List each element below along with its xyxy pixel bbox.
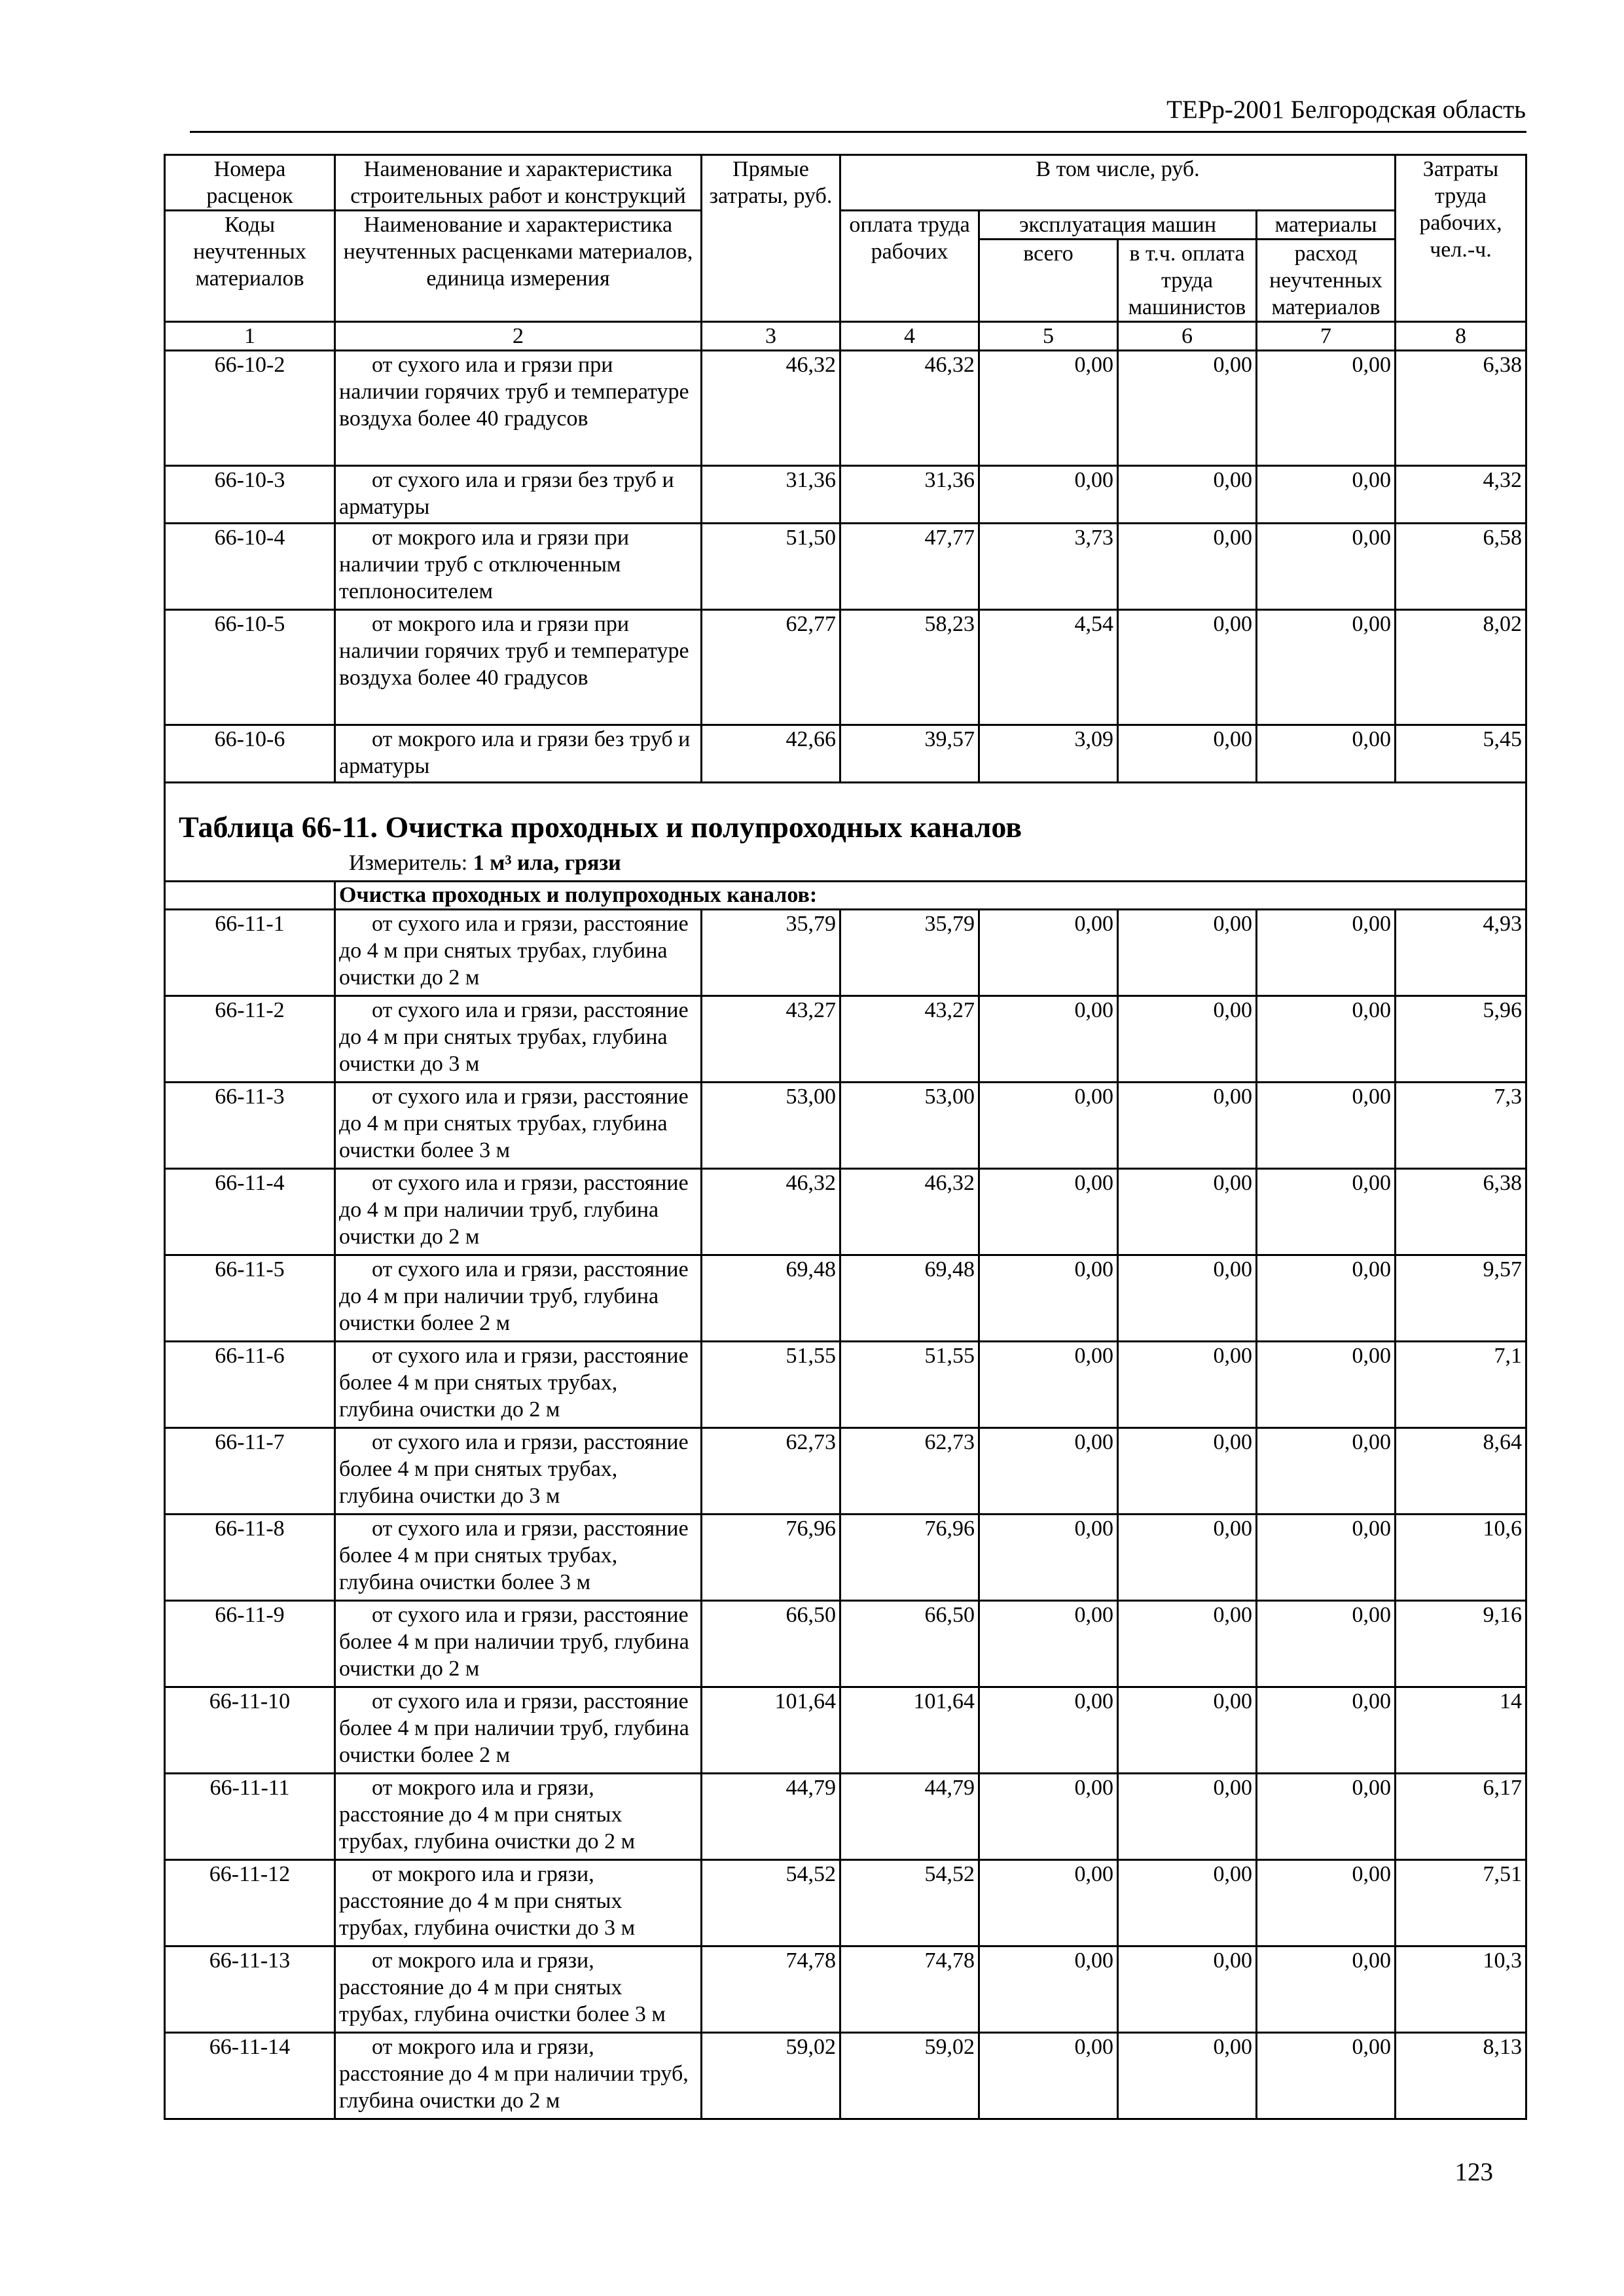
machines-total-value: 0,00: [979, 1946, 1118, 2033]
materials-value: 0,00: [1257, 1860, 1396, 1946]
machines-total-value: 0,00: [979, 1083, 1118, 1169]
col-header-rate-number: Номера расценок: [165, 155, 335, 211]
labor-costs-value: 6,58: [1396, 524, 1526, 610]
machines-total-value: 3,73: [979, 524, 1118, 610]
work-description: от сухого ила и грязи, расстояние более 4 м при снятых трубах, глубина очистки более 3 м: [335, 1515, 702, 1601]
machinist-pay-value: 0,00: [1118, 1774, 1257, 1860]
materials-value: 0,00: [1257, 1601, 1396, 1687]
col-header-machines: эксплуатация машин: [979, 211, 1257, 240]
materials-value: 0,00: [1257, 1428, 1396, 1515]
rate-code: 66-11-9: [165, 1601, 335, 1687]
table-row: [165, 2033, 1526, 2119]
labor-costs-value: 9,57: [1396, 1255, 1526, 1342]
machines-total-value: 0,00: [979, 466, 1118, 524]
machinist-pay-value: 0,00: [1118, 1860, 1257, 1946]
labor-costs-value: 4,32: [1396, 466, 1526, 524]
labor-costs-value: 6,38: [1396, 351, 1526, 466]
materials-value: 0,00: [1257, 1687, 1396, 1774]
rate-code: 66-11-3: [165, 1083, 335, 1169]
machines-total-value: 3,09: [979, 725, 1118, 783]
direct-costs-value: 43,27: [702, 996, 840, 1083]
machinist-pay-value: 0,00: [1118, 910, 1257, 996]
table-row: [165, 466, 1526, 524]
direct-costs-value: 42,66: [702, 725, 840, 783]
work-description: от сухого ила и грязи без труб и арматуры: [335, 466, 702, 524]
machines-total-value: 0,00: [979, 1515, 1118, 1601]
worker-pay-value: 46,32: [840, 351, 979, 466]
materials-value: 0,00: [1257, 1169, 1396, 1255]
direct-costs-value: 54,52: [702, 1860, 840, 1946]
col-number: 2: [335, 322, 702, 351]
materials-value: 0,00: [1257, 725, 1396, 783]
machinist-pay-value: 0,00: [1118, 466, 1257, 524]
direct-costs-value: 51,50: [702, 524, 840, 610]
direct-costs-value: 62,77: [702, 610, 840, 725]
machinist-pay-value: 0,00: [1118, 725, 1257, 783]
rate-code: 66-11-10: [165, 1687, 335, 1774]
table-row: [165, 725, 1526, 783]
materials-value: 0,00: [1257, 524, 1396, 610]
materials-value: 0,00: [1257, 610, 1396, 725]
direct-costs-value: 46,32: [702, 1169, 840, 1255]
col-header-materials: материалы: [1257, 211, 1396, 240]
machinist-pay-value: 0,00: [1118, 1169, 1257, 1255]
header-divider: [190, 131, 1526, 133]
materials-value: 0,00: [1257, 1255, 1396, 1342]
machines-total-value: 0,00: [979, 910, 1118, 996]
worker-pay-value: 53,00: [840, 1083, 979, 1169]
materials-value: 0,00: [1257, 1083, 1396, 1169]
unit-label: Измеритель:: [349, 851, 468, 875]
materials-value: 0,00: [1257, 2033, 1396, 2119]
section-title: Таблица 66-11. Очистка проходных и полупроходных каналов: [179, 810, 1022, 844]
machines-total-value: 0,00: [979, 1860, 1118, 1946]
machines-total-value: 0,00: [979, 996, 1118, 1083]
materials-value: 0,00: [1257, 351, 1396, 466]
table-row: [165, 1169, 1526, 1255]
table-row: [165, 1601, 1526, 1687]
section-header: [165, 783, 1526, 882]
col-header-including: В том числе, руб.: [840, 155, 1396, 211]
table-row: [165, 910, 1526, 996]
machinist-pay-value: 0,00: [1118, 610, 1257, 725]
materials-value: 0,00: [1257, 1946, 1396, 2033]
worker-pay-value: 101,64: [840, 1687, 979, 1774]
col-header-material-consumption: расход неучтенных материалов: [1257, 240, 1396, 322]
labor-costs-value: 9,16: [1396, 1601, 1526, 1687]
machinist-pay-value: 0,00: [1118, 2033, 1257, 2119]
worker-pay-value: 46,32: [840, 1169, 979, 1255]
col-number: 5: [979, 322, 1118, 351]
rate-code: 66-11-11: [165, 1774, 335, 1860]
table-row: [165, 1687, 1526, 1774]
labor-costs-value: 5,45: [1396, 725, 1526, 783]
worker-pay-value: 58,23: [840, 610, 979, 725]
rate-code: 66-11-12: [165, 1860, 335, 1946]
work-description: от мокрого ила и грязи, расстояние до 4 м при снятых трубах, глубина очистки более 3 м: [335, 1946, 702, 2033]
rates-table: [164, 154, 1527, 2120]
worker-pay-value: 69,48: [840, 1255, 979, 1342]
machines-total-value: 0,00: [979, 1342, 1118, 1428]
rate-code: 66-10-5: [165, 610, 335, 725]
worker-pay-value: 35,79: [840, 910, 979, 996]
machines-total-value: 4,54: [979, 610, 1118, 725]
direct-costs-value: 62,73: [702, 1428, 840, 1515]
worker-pay-value: 39,57: [840, 725, 979, 783]
col-header-material-codes: Коды неучтенных материалов: [165, 211, 335, 322]
col-header-direct-costs: Прямые затраты, руб.: [702, 155, 840, 322]
section-unit: [166, 850, 1525, 880]
work-description: от сухого ила и грязи при наличии горячих труб и температуре воздуха более 40 градусов: [335, 351, 702, 466]
table-row: [165, 1428, 1526, 1515]
labor-costs-value: 10,6: [1396, 1515, 1526, 1601]
col-header-machines-total: всего: [979, 240, 1118, 322]
rate-code: 66-10-4: [165, 524, 335, 610]
worker-pay-value: 51,55: [840, 1342, 979, 1428]
machinist-pay-value: 0,00: [1118, 1601, 1257, 1687]
work-description: от мокрого ила и грязи при наличии труб с отключенным теплоносителем: [335, 524, 702, 610]
worker-pay-value: 44,79: [840, 1774, 979, 1860]
rate-code: 66-11-8: [165, 1515, 335, 1601]
table-row: [165, 1774, 1526, 1860]
worker-pay-value: 59,02: [840, 2033, 979, 2119]
machines-total-value: 0,00: [979, 1601, 1118, 1687]
col-header-machinist-pay: в т.ч. оплата труда машинистов: [1118, 240, 1257, 322]
table-row: [165, 996, 1526, 1083]
labor-costs-value: 8,13: [1396, 2033, 1526, 2119]
machinist-pay-value: 0,00: [1118, 524, 1257, 610]
materials-value: 0,00: [1257, 466, 1396, 524]
labor-costs-value: 8,02: [1396, 610, 1526, 725]
work-description: от сухого ила и грязи, расстояние до 4 м при снятых трубах, глубина очистки до 2 м: [335, 910, 702, 996]
direct-costs-value: 44,79: [702, 1774, 840, 1860]
table-row: [165, 1946, 1526, 2033]
page-number: 123: [1454, 2158, 1493, 2186]
direct-costs-value: 76,96: [702, 1515, 840, 1601]
table-row: [165, 524, 1526, 610]
table-row: [165, 1342, 1526, 1428]
empty-cell: [165, 882, 335, 910]
machinist-pay-value: 0,00: [1118, 351, 1257, 466]
machines-total-value: 0,00: [979, 1687, 1118, 1774]
col-number: 1: [165, 322, 335, 351]
rate-code: 66-11-13: [165, 1946, 335, 2033]
materials-value: 0,00: [1257, 996, 1396, 1083]
work-description: от мокрого ила и грязи, расстояние до 4 м при наличии труб, глубина очистки до 2 м: [335, 2033, 702, 2119]
work-description: от мокрого ила и грязи, расстояние до 4 м при снятых трубах, глубина очистки до 2 м: [335, 1774, 702, 1860]
section-header-row: [165, 783, 1526, 882]
col-header-labor-costs: Затраты труда рабочих, чел.-ч.: [1396, 155, 1526, 322]
worker-pay-value: 76,96: [840, 1515, 979, 1601]
rate-code: 66-10-6: [165, 725, 335, 783]
work-description: от сухого ила и грязи, расстояние до 4 м при наличии труб, глубина очистки до 2 м: [335, 1169, 702, 1255]
work-description: от мокрого ила и грязи без труб и арматуры: [335, 725, 702, 783]
labor-costs-value: 8,64: [1396, 1428, 1526, 1515]
machinist-pay-value: 0,00: [1118, 1428, 1257, 1515]
direct-costs-value: 101,64: [702, 1687, 840, 1774]
direct-costs-value: 35,79: [702, 910, 840, 996]
labor-costs-value: 7,1: [1396, 1342, 1526, 1428]
worker-pay-value: 54,52: [840, 1860, 979, 1946]
machinist-pay-value: 0,00: [1118, 1946, 1257, 2033]
worker-pay-value: 31,36: [840, 466, 979, 524]
machinist-pay-value: 0,00: [1118, 1083, 1257, 1169]
machinist-pay-value: 0,00: [1118, 1255, 1257, 1342]
col-number: 7: [1257, 322, 1396, 351]
col-number: 6: [1118, 322, 1257, 351]
labor-costs-value: 7,51: [1396, 1860, 1526, 1946]
labor-costs-value: 4,93: [1396, 910, 1526, 996]
work-description: от сухого ила и грязи, расстояние более 4 м при наличии труб, глубина очистки более 2 м: [335, 1687, 702, 1774]
materials-value: 0,00: [1257, 1515, 1396, 1601]
rate-code: 66-11-4: [165, 1169, 335, 1255]
worker-pay-value: 47,77: [840, 524, 979, 610]
work-description: от сухого ила и грязи, расстояние более 4 м при снятых трубах, глубина очистки до 2 м: [335, 1342, 702, 1428]
worker-pay-value: 43,27: [840, 996, 979, 1083]
rate-code: 66-11-7: [165, 1428, 335, 1515]
labor-costs-value: 7,3: [1396, 1083, 1526, 1169]
direct-costs-value: 74,78: [702, 1946, 840, 2033]
materials-value: 0,00: [1257, 1342, 1396, 1428]
unit-value: 1 м³ ила, грязи: [473, 851, 621, 875]
machinist-pay-value: 0,00: [1118, 996, 1257, 1083]
table-row: [165, 1860, 1526, 1946]
col-number: 3: [702, 322, 840, 351]
labor-costs-value: 10,3: [1396, 1946, 1526, 2033]
rate-code: 66-11-14: [165, 2033, 335, 2119]
labor-costs-value: 6,38: [1396, 1169, 1526, 1255]
direct-costs-value: 66,50: [702, 1601, 840, 1687]
rate-code: 66-11-1: [165, 910, 335, 996]
direct-costs-value: 53,00: [702, 1083, 840, 1169]
rate-code: 66-10-2: [165, 351, 335, 466]
rate-code: 66-11-5: [165, 1255, 335, 1342]
table-row: [165, 351, 1526, 466]
subheader-row: [165, 882, 1526, 910]
col-number: 4: [840, 322, 979, 351]
worker-pay-value: 66,50: [840, 1601, 979, 1687]
machines-total-value: 0,00: [979, 1428, 1118, 1515]
direct-costs-value: 46,32: [702, 351, 840, 466]
section-subheader: Очистка проходных и полупроходных каналов:: [335, 882, 1526, 910]
work-description: от сухого ила и грязи, расстояние более 4 м при наличии труб, глубина очистки до 2 м: [335, 1601, 702, 1687]
col-header-work-name: Наименование и характеристика строительных работ и конструкций: [335, 155, 702, 211]
table-row: [165, 610, 1526, 725]
table-row: [165, 1083, 1526, 1169]
worker-pay-value: 74,78: [840, 1946, 979, 2033]
machines-total-value: 0,00: [979, 2033, 1118, 2119]
work-description: от мокрого ила и грязи, расстояние до 4 м при снятых трубах, глубина очистки до 3 м: [335, 1860, 702, 1946]
worker-pay-value: 62,73: [840, 1428, 979, 1515]
work-description: от сухого ила и грязи, расстояние более 4 м при снятых трубах, глубина очистки до 3 м: [335, 1428, 702, 1515]
document-header-title: ТЕРр-2001 Белгородская область: [1166, 96, 1526, 124]
rate-code: 66-11-2: [165, 996, 335, 1083]
work-description: от сухого ила и грязи, расстояние до 4 м при снятых трубах, глубина очистки более 3 м: [335, 1083, 702, 1169]
rate-code: 66-11-6: [165, 1342, 335, 1428]
direct-costs-value: 31,36: [702, 466, 840, 524]
machinist-pay-value: 0,00: [1118, 1687, 1257, 1774]
machines-total-value: 0,00: [979, 1169, 1118, 1255]
machines-total-value: 0,00: [979, 1774, 1118, 1860]
col-number: 8: [1396, 322, 1526, 351]
machinist-pay-value: 0,00: [1118, 1515, 1257, 1601]
materials-value: 0,00: [1257, 1774, 1396, 1860]
materials-value: 0,00: [1257, 910, 1396, 996]
direct-costs-value: 69,48: [702, 1255, 840, 1342]
table-row: [165, 1515, 1526, 1601]
col-header-material-name: Наименование и характеристика неучтенных расценками материалов, единица измерения: [335, 211, 702, 322]
direct-costs-value: 59,02: [702, 2033, 840, 2119]
rate-code: 66-10-3: [165, 466, 335, 524]
col-header-worker-pay: оплата труда рабочих: [840, 211, 979, 322]
machines-total-value: 0,00: [979, 351, 1118, 466]
machinist-pay-value: 0,00: [1118, 1342, 1257, 1428]
work-description: от сухого ила и грязи, расстояние до 4 м при снятых трубах, глубина очистки до 3 м: [335, 996, 702, 1083]
table-row: [165, 1255, 1526, 1342]
labor-costs-value: 14: [1396, 1687, 1526, 1774]
labor-costs-value: 6,17: [1396, 1774, 1526, 1860]
labor-costs-value: 5,96: [1396, 996, 1526, 1083]
direct-costs-value: 51,55: [702, 1342, 840, 1428]
work-description: от сухого ила и грязи, расстояние до 4 м при наличии труб, глубина очистки более 2 м: [335, 1255, 702, 1342]
work-description: от мокрого ила и грязи при наличии горячих труб и температуре воздуха более 40 градусов: [335, 610, 702, 725]
machines-total-value: 0,00: [979, 1255, 1118, 1342]
